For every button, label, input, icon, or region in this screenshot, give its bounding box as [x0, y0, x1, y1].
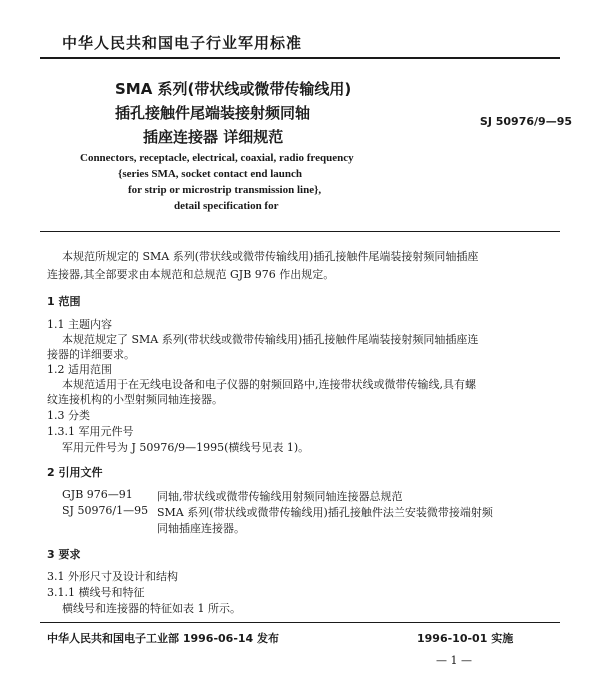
ref-code: GJB 976—91 — [62, 488, 133, 501]
section-1-heading: 1 范围 — [47, 295, 81, 308]
section-1-3-1-line-1: 军用元件号为 J 50976/9—1995(横线号见表 1)。 — [62, 441, 310, 454]
section-1-1-line-1: 本规范规定了 SMA 系列(带状线或微带传输线用)插孔接触件尾端装接射频同轴插座连 — [62, 333, 479, 346]
page-number: — 1 — — [436, 654, 472, 667]
ref-code: SJ 50976/1—95 — [62, 504, 149, 517]
ref-title-continued: 同轴插座连接器。 — [157, 522, 245, 535]
english-title-line-1: Connectors, receptacle, electrical, coaxial, radio frequency — [80, 152, 354, 164]
english-title-line-3: for strip or microstrip transmission line}, — [128, 184, 322, 196]
ref-title: 同轴,带状线或微带传输线用射频同轴连接器总规范 — [157, 490, 403, 503]
title-line-3: 插座连接器 详细规范 — [143, 128, 284, 146]
english-title-line-4: detail specification for — [174, 200, 279, 212]
section-3-heading: 3 要求 — [47, 548, 81, 561]
section-1-2-heading: 1.2 适用范围 — [47, 363, 112, 376]
section-1-3-heading: 1.3 分类 — [47, 409, 90, 422]
title-line-1: SMA 系列(带状线或微带传输线用) — [115, 80, 352, 98]
header-divider — [40, 57, 560, 59]
section-1-2-line-2: 纹连接机构的小型射频同轴连接器。 — [47, 393, 223, 406]
section-3-1-1-heading: 3.1.1 横线号和特征 — [47, 586, 145, 599]
section-1-2-line-1: 本规范适用于在无线电设备和电子仪器的射频回路中,连接带状线或微带传输线,具有螺 — [62, 378, 476, 391]
footer-divider — [40, 622, 560, 623]
english-title-line-2: {series SMA, socket contact end launch — [118, 168, 302, 180]
section-2-heading: 2 引用文件 — [47, 466, 103, 479]
issued-date: 中华人民共和国电子工业部 1996-06-14 发布 — [47, 632, 280, 645]
header-industry-standard: 中华人民共和国电子行业军用标准 — [62, 34, 303, 52]
section-1-3-1-heading: 1.3.1 军用元件号 — [47, 425, 134, 438]
section-3-1-heading: 3.1 外形尺寸及设计和结构 — [47, 570, 178, 583]
section-1-1-heading: 1.1 主题内容 — [47, 318, 112, 331]
intro-line-2: 连接器,其全部要求由本规范和总规范 GJB 976 作出规定。 — [47, 268, 335, 281]
intro-line-1: 本规范所规定的 SMA 系列(带状线或微带传输线用)插孔接触件尾端装接射频同轴插座 — [62, 250, 479, 263]
section-1-1-line-2: 接器的详细要求。 — [47, 348, 135, 361]
title-line-2: 插孔接触件尾端装接射频同轴 — [115, 104, 311, 122]
standard-number: SJ 50976/9—95 — [479, 115, 572, 128]
ref-title: SMA 系列(带状线或微带传输线用)插孔接触件法兰安装微带接端射频 — [157, 506, 493, 519]
title-divider — [40, 231, 560, 232]
implemented-date: 1996-10-01 实施 — [417, 632, 514, 645]
section-3-1-1-line-1: 横线号和连接器的特征如表 1 所示。 — [62, 602, 241, 615]
